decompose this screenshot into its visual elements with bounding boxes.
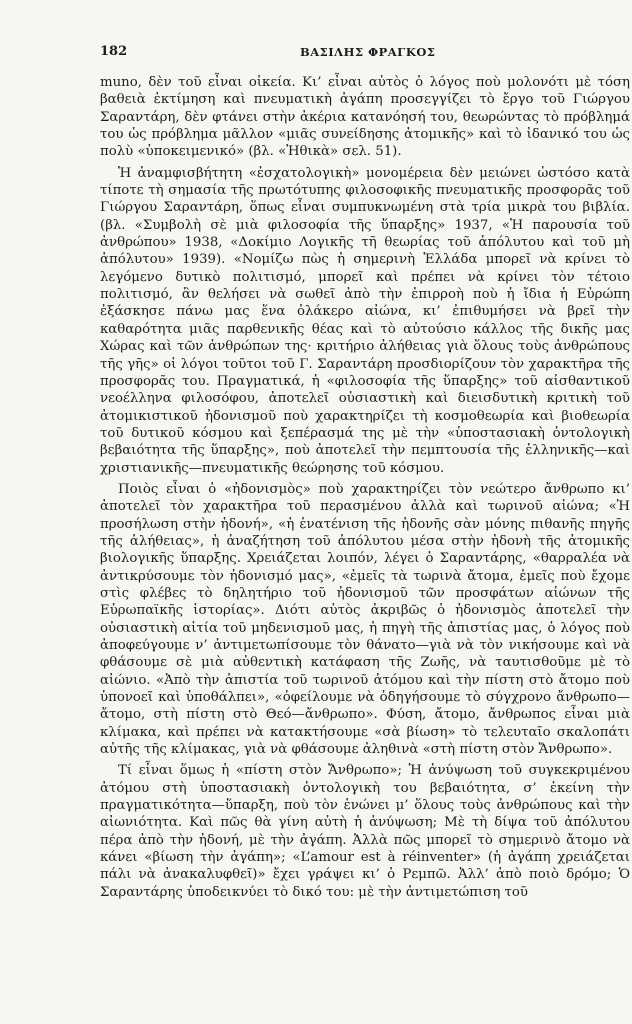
page-number: 182: [100, 44, 128, 59]
page-body: [100, 74, 630, 905]
page-header: [100, 44, 630, 64]
paragraph-continuation: muno, δὲν τοῦ εἶναι οἰκεία. Κι’ εἶναι αὐτὸς ὁ λόγος ποὺ μολονότι μὲ τόση βαθειὰ ἐκτίμηση καὶ πνευματικὴ ἀγάπη προσεγγίζει τὸ ἔργο τοῦ Γιώργου Σαραντάρη, δὲν φτάνει στὴν ἀκέρια κατανόησή του, θεωρώντας τὸ πρόβλημά του ὡς πρόβλημα μᾶλλον «μιᾶς συνείδησης ἀτομικῆς» καὶ τὸ ἰδανικό του ὡς πολὺ «ὑποκειμενικό» (βλ. «Ἠθικὰ» σελ. 51).: [100, 75, 630, 160]
paragraph: Ἡ ἀναμφισβήτητη «ἐσχατολογικὴ» μονομέρεια δὲν μειώνει ὡστόσο κατὰ τίποτε τὴ σημασία τῆς πρωτότυπης φιλοσοφικῆς πνευματικῆς προσφορᾶς τοῦ Γιώργου Σαραντάρη, ὅπως εἶναι συμπυκνωμένη στὰ τρία μικρὰ του βιβλία. (βλ. «Συμβολὴ σὲ μιὰ φιλοσοφία τῆς ὕπαρξης» 1937, «Ἡ παρουσία τοῦ ἀνθρώπου» 1938, «Δοκίμιο Λογικῆς τῆ θεωρίας τοῦ ἀπόλυτου καὶ τοῦ μὴ ἀπόλυτου» 1939). «Νομίζω πὼς ἡ σημερινὴ Ἑλλάδα μπορεῖ νὰ κρίνει τὸ λεγόμενο δυτικὸ πολιτισμό, μπορεῖ καὶ πρέπει νὰ κρίνει τὸν τέτοιο πολιτισμό, ἂν θελήσει νὰ σωθεῖ ἀπὸ τὴν ἐπιρροὴ ποὺ ἡ ἴδια ἡ Εὐρώπη ἐξάσκησε πάνω μας ἕνα ὀλάκερο αἰώνα, κι’ ἐπιθυμήσει νὰ βρεῖ τὴν καθαρότητα μιᾶς παρθενικῆς θέας καὶ τὸ αὐτούσιο κάλλος τῆς δικῆς μας Χώρας καὶ τῶν ἀνθρώπων της· κριτήριο ἀλήθειας γιὰ ὅλους τοὺς ἀνθρώπους τῆς γῆς» οἱ λόγοι τοῦτοι τοῦ Γ. Σαραντάρη προσδιορίζουν τὸν χαρακτῆρα τῆς προσφορᾶς του. Πραγματικά, ἡ «φιλοσοφία τῆς ὕπαρξης» τοῦ αἰσθαντικοῦ νεοέλληνα φιλοσόφου, ἀποτελεῖ οὐσιαστικὴ καὶ διεισδυτικὴ κριτικὴ τοῦ ἀτομικιστικοῦ ἠδονισμοῦ ποὺ χαρακτηρίζει τὴ κοσμοθεωρία καὶ βιοθεωρία τοῦ δυτικοῦ κόσμου καὶ ξεπέρασμά της μὲ τὴν «ὑποστασιακὴ ὀντολογικὴ βεβαιότητα τῆς ὕπαρξης», ποὺ ἀποτελεῖ τὴν πεμπτουσία τῆς ἑλληνικῆς—καὶ χριστιανικῆς—πνευματικῆς θεώρησης τοῦ κόσμου.: [100, 165, 630, 476]
paragraph: Τί εἶναι ὅμως ἡ «πίστη στὸν Ἄνθρωπο»; Ἡ ἀνύψωση τοῦ συγκεκριμένου ἀτόμου στὴ ὑποστασιακὴ ὀντολογικὴ του βεβαιότητα, σ’ ἐκείνη τὴν πραγματικότητα—ὕπαρξη, ποὺ τὸν ἑνώνει μ’ ὅλους τοὺς ἀνθρώπους καὶ τὴν αἰωνιότητα. Καὶ πῶς θὰ γίνη αὐτὴ ἡ ἀνύψωση; Μὲ τὴ δίψα τοῦ ἀπόλυτου πέρα ἀπὸ τὴν ἡδονή, μὲ τὴν ἀγάπη. Ἀλλὰ πῶς μπορεῖ τὸ σημερινὸ ἄτομο νὰ κάνει «βίωση τὴν ἀγάπη»; «L’amour est à réinventer» (ἡ ἀγάπη χρειάζεται πάλι νὰ ἀνακαλυφθεῖ)» ἔχει γράψει κι’ ὁ Ρεμπῶ. Ἀλλ’ ἀπὸ ποιὸ δρόμο; Ὁ Σαραντάρης ὑποδεικνύει τὸ δικό του: μὲ τὴν ἀντιμετώπιση τοῦ: [100, 763, 630, 900]
paragraph: Ποιὸς εἶναι ὁ «ἠδονισμὸς» ποὺ χαρακτηρίζει τὸν νεώτερο ἄνθρωπο κι’ ἀποτελεῖ τὸν χαρακτῆρα τοῦ περασμένου ἀλλὰ καὶ τωρινοῦ αἰώνα; «Ἡ προσήλωση στὴν ἡδονή», «ἡ ἐνατένιση τῆς ἡδονῆς σὰν μόνης πιθανῆς πηγῆς τῆς ἀλήθειας», ἡ ἀναζήτηση τοῦ ἀπόλυτου μέσα στὴν ἡδονὴ τῆς ἀτομικῆς βιολογικῆς ὕπαρξης. Χρειάζεται λοιπόν, λέγει ὁ Σαραντάρης, «θαρραλέα νὰ ἀντικρύσουμε τὸν ἠδονισμό μας», «ἐμεῖς τὰ τωρινὰ ἄτομα, ἐμεῖς ποὺ ἔχομε στὶς φλέβες τὸ δηλητήριο τοῦ ἠδονισμοῦ τῶν προσφάτων αἰώνων τῆς Εὐρωπαϊκῆς ἱστορίας». Διότι αὐτὸς ἀκριβῶς ὁ ἠδονισμὸς ἀποτελεῖ τὴν οὐσιαστικὴ αἰτία τοῦ μηδενισμοῦ μας, ἡ πηγὴ τῆς ἀπιστίας μας, ὁ λόγος ποὺ ἀποφεύγουμε ν’ ἀντιμετωπίσουμε τὸν θάνατο—γιὰ νὰ τὸν νικήσουμε καὶ νὰ φθάσουμε σὲ μιὰ αὐθεντικὴ κατάφαση τῆς Ζωῆς, νὰ ταυτισθοῦμε μὲ τὸ αἰώνιο. «Ἀπὸ τὴν ἀπιστία τοῦ τωρινοῦ ἀτόμου καὶ τὴν πίστη στὸ ἄτομο ποὺ ὑπονοεῖ καὶ ὑποθάλπει», «ὀφείλουμε νὰ ὁδηγήσουμε τὸ σύγχρονο ἄνθρωπο—ἄτομο, στὴ πίστη στὸ Θεό—ἄνθρωπο». Φύση, ἄτομο, ἄνθρωπος εἶναι μιὰ κλίμακα, καὶ πρέπει νὰ κατακτήσουμε «σὰ βίωση» τὸ τελευταῖο σκαλοπάτι αὐτῆς τῆς κλίμακας, γιὰ νὰ φθάσουμε ἀληθινὰ «στὴ πίστη στὸν Ἄνθρωπο».: [100, 481, 630, 758]
running-title: ΒΑΣΙΛΗΣ ΦΡΑΓΚΟΣ: [300, 45, 436, 59]
